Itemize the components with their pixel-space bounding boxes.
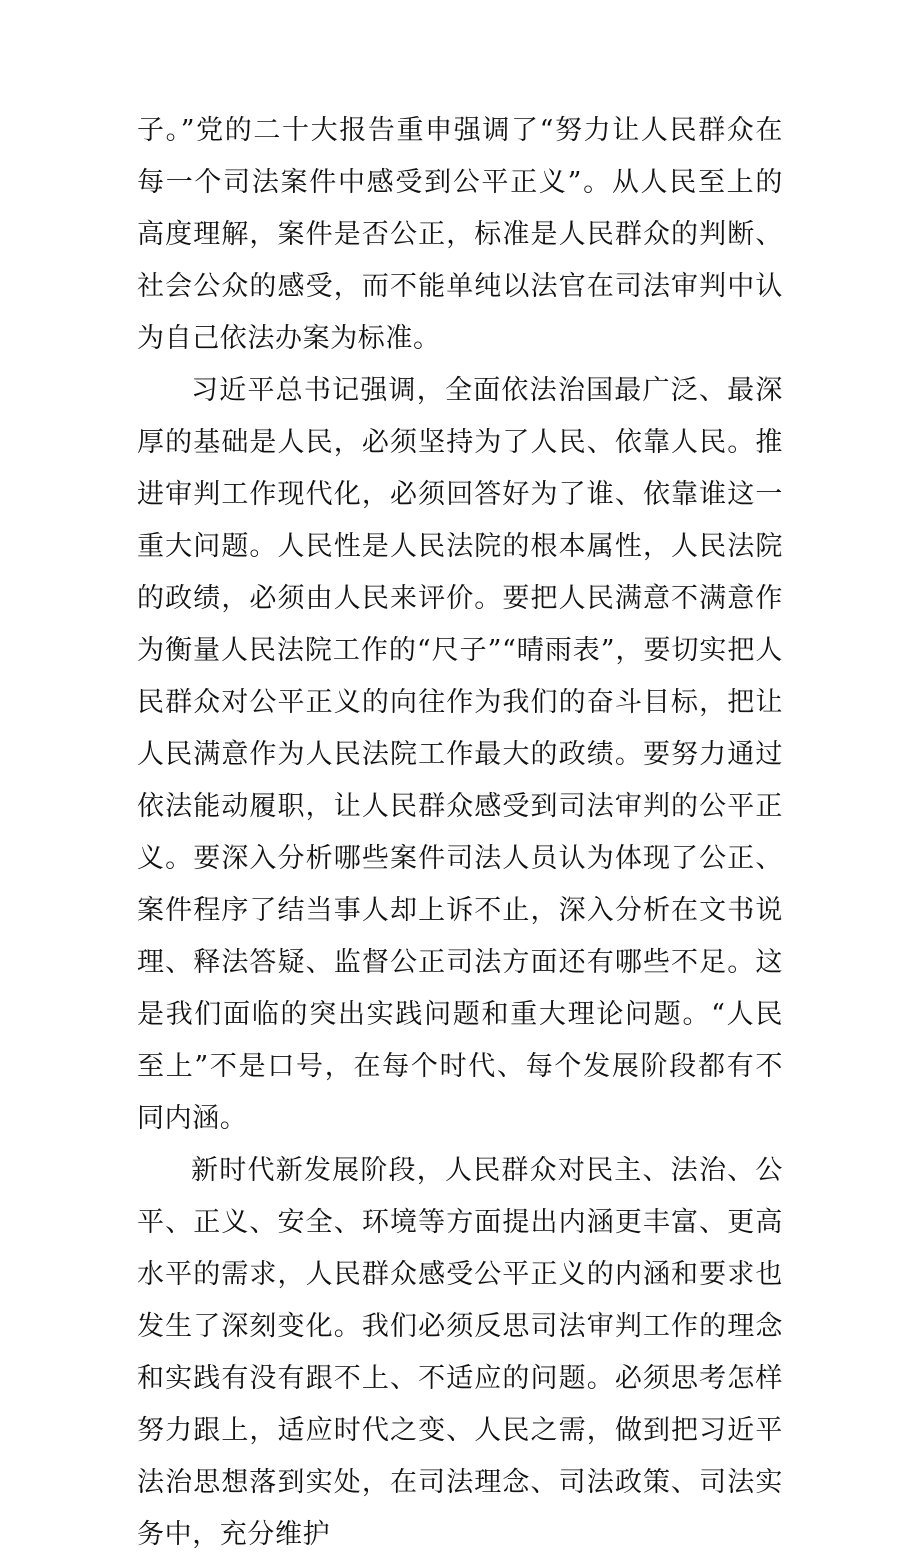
document-body [137, 105, 783, 1561]
paragraph-2: 习近平总书记强调，全面依法治国最广泛、最深厚的基础是人民，必须坚持为了人民、依靠人民。推进审判工作现代化，必须回答好为了谁、依靠谁这一重大问题。人民性是人民法院的根本属性，人民法院的政绩，必须由人民来评价。要把人民满意不满意作为衡量人民法院工作的“尺子”“晴雨表”，要切实把人民群众对公平正义的向往作为我们的奋斗目标，把让人民满意作为人民法院工作最大的政绩。要努力通过依法能动履职，让人民群众感受到司法审判的公平正义。要深入分析哪些案件司法人员认为体现了公正、案件程序了结当事人却上诉不止，深入分析在文书说理、释法答疑、监督公正司法方面还有哪些不足。这是我们面临的突出实践问题和重大理论问题。“人民至上”不是口号，在每个时代、每个发展阶段都有不同内涵。 [137, 375, 783, 1134]
paragraph-3: 新时代新发展阶段，人民群众对民主、法治、公平、正义、安全、环境等方面提出内涵更丰富、更高水平的需求，人民群众感受公平正义的内涵和要求也发生了深刻变化。我们必须反思司法审判工作的理念和实践有没有跟不上、不适应的问题。必须思考怎样努力跟上，适应时代之变、人民之需，做到把习近平法治思想落到实处，在司法理念、司法政策、司法实务中，充分维护 [137, 1155, 783, 1550]
paragraph-1: 子。”党的二十大报告重申强调了“努力让人民群众在每一个司法案件中感受到公平正义”。从人民至上的高度理解，案件是否公正，标准是人民群众的判断、社会公众的感受，而不能单纯以法官在司法审判中认为自己依法办案为标准。 [137, 115, 783, 354]
